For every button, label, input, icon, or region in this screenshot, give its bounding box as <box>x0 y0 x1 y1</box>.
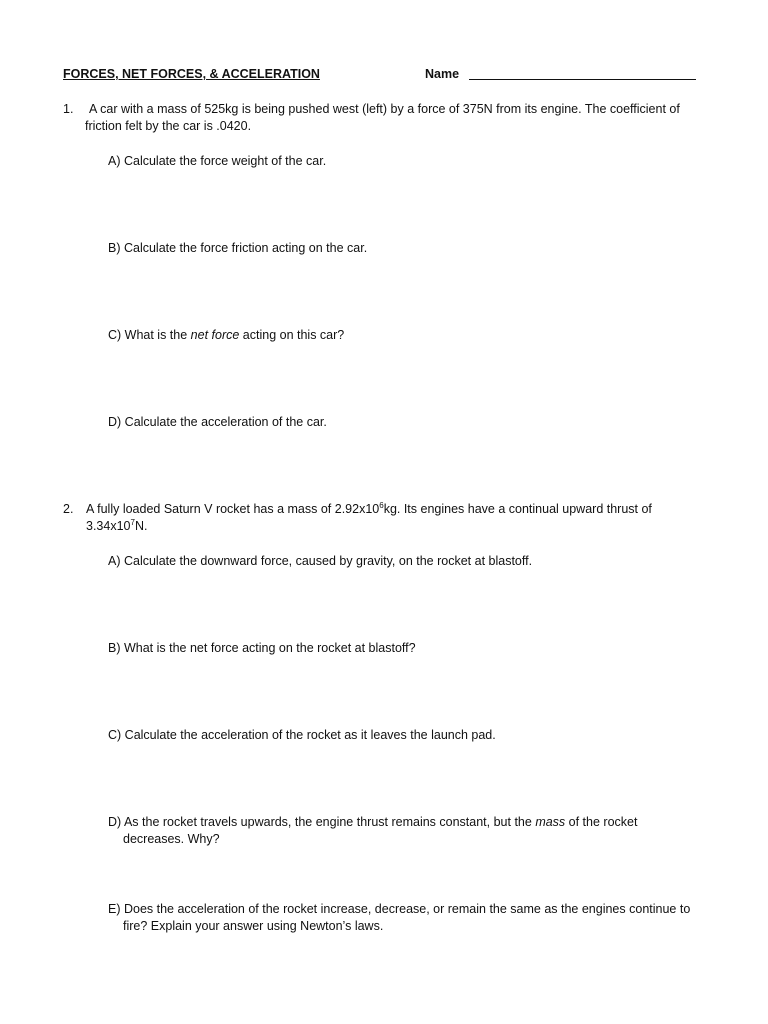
question-2d-line2: decreases. Why? <box>123 832 220 846</box>
question-2e-line2: fire? Explain your answer using Newton’s laws. <box>123 919 384 933</box>
question-1-text-line1: A car with a mass of 525kg is being pushed west (left) by a force of 375N from its engine. The coefficient of <box>89 102 680 116</box>
question-2b: B) What is the net force acting on the rocket at blastoff? <box>108 641 416 655</box>
question-1d: D) Calculate the acceleration of the car. <box>108 415 327 429</box>
name-label: Name <box>425 67 460 81</box>
question-1-text-line2: friction felt by the car is .0420. <box>85 119 252 133</box>
question-1c: C) What is the net force acting on this car? <box>108 328 345 342</box>
question-2d-line1: D) As the rocket travels upwards, the engine thrust remains constant, but the mass of the rocket <box>108 815 638 829</box>
question-2-text-line2: $3.34x10^7N$. <box>86 517 148 533</box>
question-1-number: 1. <box>63 102 74 116</box>
worksheet-title: FORCES, NET FORCES, & ACCELERATION <box>63 67 320 81</box>
question-1a: A) Calculate the force weight of the car. <box>108 154 327 168</box>
question-2-text-line1: A fully loaded Saturn V rocket has a mass of $2.92x10^6kg$. Its engines have a continual upward thrust of <box>86 500 652 516</box>
question-2c: C) Calculate the acceleration of the rocket as it leaves the launch pad. <box>108 728 496 742</box>
question-2e-line1: E) Does the acceleration of the rocket increase, decrease, or remain the same as the engines continue to <box>108 902 691 916</box>
question-1b: B) Calculate the force friction acting on the car. <box>108 241 368 255</box>
question-2a: A) Calculate the downward force, caused by gravity, on the rocket at blastoff. <box>108 554 533 568</box>
question-2-number: 2. <box>63 502 74 516</box>
name-blank-line[interactable] <box>469 79 696 80</box>
